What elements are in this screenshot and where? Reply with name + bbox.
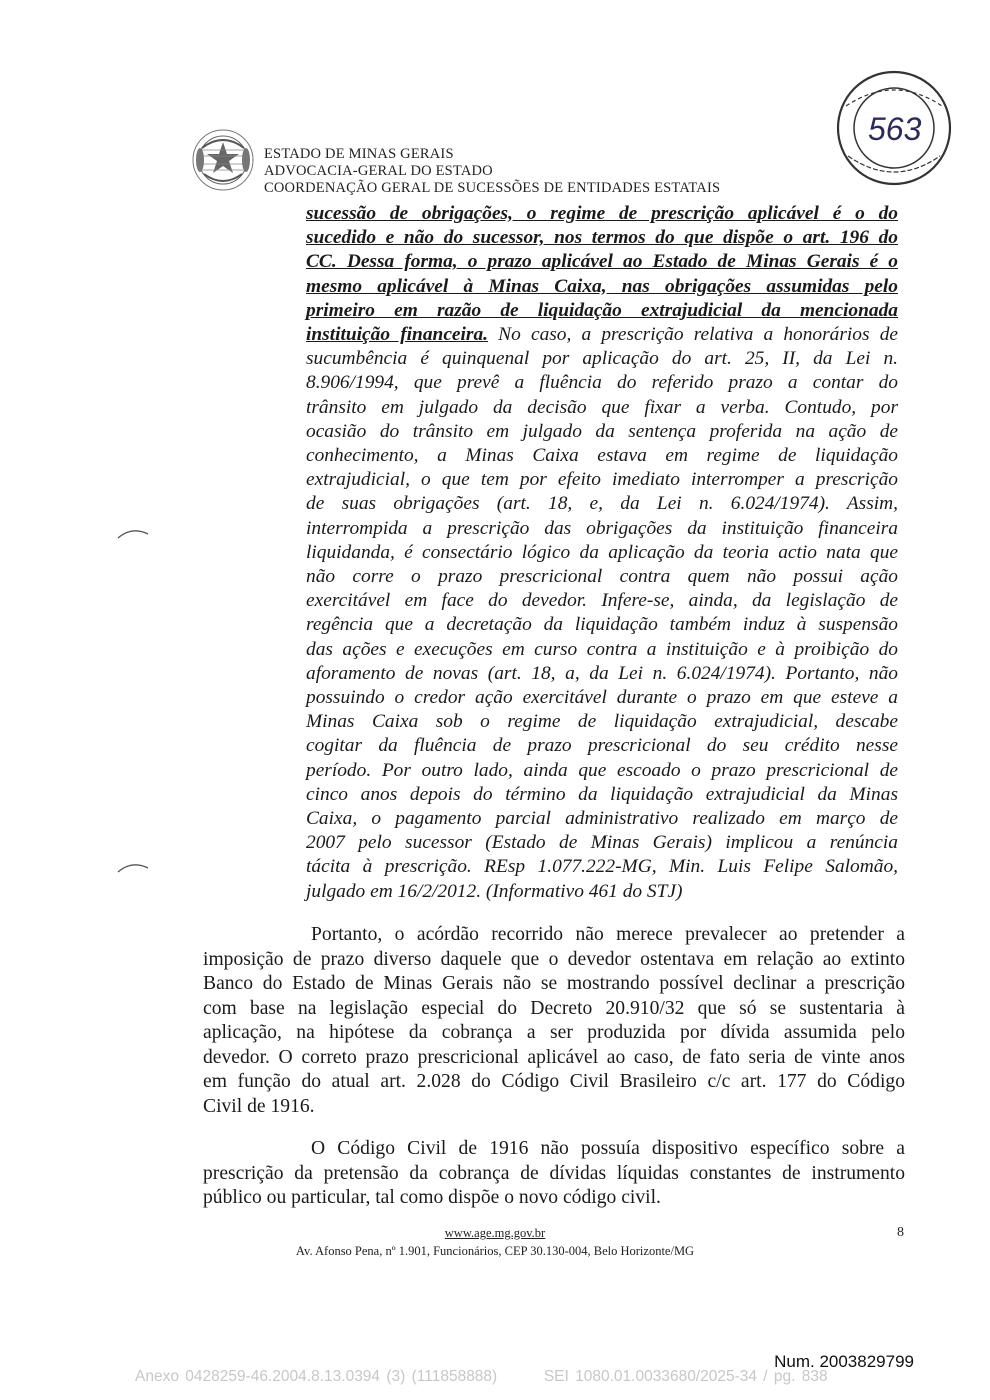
footer-address: Av. Afonso Pena, nº 1.901, Funcionários, CEP 30.130-004, Belo Horizonte/MG [295, 1244, 695, 1258]
quote-line: possuindo o credor ação exercitável durante o prazo em que esteve a [306, 687, 898, 709]
margin-mark-icon [116, 860, 152, 876]
quote-line: Minas Caixa sob o regime de liquidação extrajudicial, descabe [306, 711, 898, 733]
quote-line: cogitar da fluência de prazo prescricional do seu crédito nesse [306, 735, 898, 757]
sei-reference: SEI 1080.01.0033680/2025-34 / pg. 838 [543, 1368, 828, 1385]
paragraph-line: aplicação, na hipótese da cobrança a ser produzida por dívida assumida pelo [203, 1022, 905, 1043]
quote-line: extrajudicial, o que tem por efeito imediato interromper a prescrição [306, 469, 898, 491]
quoted-jurisprudence [306, 202, 898, 904]
quote-line: tácita à prescrição. REsp 1.077.222-MG, Min. Luis Felipe Salomão, [306, 856, 898, 878]
quote-line: 2007 pelo sucessor (Estado de Minas Gerais) implicou a renúncia [306, 832, 898, 854]
quote-highlight: instituição financeira. [306, 324, 489, 346]
court-stamp-icon [830, 66, 958, 194]
coat-of-arms-icon [190, 126, 256, 194]
document-number: Num. 2003829799 [774, 1352, 914, 1371]
header-state-name: ESTADO DE MINAS GERAIS [264, 146, 454, 162]
quote-line: cinco anos depois do término da liquidação extrajudicial da Minas [306, 783, 898, 805]
paragraph-line: Banco do Estado de Minas Gerais não se mostrando possível declinar a prescrição [203, 973, 905, 994]
quote-line: mesmo aplicável à Minas Caixa, nas obrigações assumidas pelo [306, 275, 898, 297]
annex-watermark-footer [135, 1368, 828, 1386]
quote-line: julgado em 16/2/2012. (Informativo 461 do STJ) [306, 880, 683, 902]
header-agency-name: ADVOCACIA-GERAL DO ESTADO [264, 163, 493, 179]
quote-line: conhecimento, a Minas Caixa estava em regime de liquidação [306, 445, 898, 467]
quote-line: exercitável em face do devedor. Infere-se, ainda, da legislação de [306, 590, 898, 612]
paragraph-line: em função do atual art. 2.028 do Código Civil Brasileiro c/c art. 177 do Código [203, 1071, 905, 1092]
body-paragraph-2 [203, 1137, 905, 1211]
quote-line: não corre o prazo prescricional contra quem não possui ação [306, 566, 898, 588]
stamp-page-number: 563 [868, 111, 922, 147]
quote-line: regência que a decretação da liquidação também induz à suspensão [306, 614, 898, 636]
annex-reference: Anexo 0428259-46.2004.8.13.0394 (3) (111858888) [135, 1368, 498, 1385]
quote-line: de suas obrigações (art. 18, e, da Lei n. 6.024/1974). Assim, [306, 493, 898, 515]
page-number: 8 [897, 1225, 904, 1240]
quote-line: sucessão de obrigações, o regime de prescrição aplicável é o do [306, 203, 898, 224]
paragraph-line: público ou particular, tal como dispõe o novo código civil. [203, 1187, 661, 1208]
quote-line: período. Por outro lado, ainda que escoado o prazo prescricional de [306, 759, 898, 781]
quote-line: ocasião do trânsito em julgado da sentença proferida na ação de [306, 420, 898, 442]
paragraph-line: prescrição da pretensão da cobrança de dívidas líquidas constantes de instrumento [203, 1162, 905, 1184]
header-department-name: COORDENAÇÃO GERAL DE SUCESSÕES DE ENTIDADES ESTATAIS [264, 180, 721, 196]
quote-line: trânsito em julgado da decisão que fixar a verba. Contudo, por [306, 396, 898, 418]
paragraph-line: Civil de 1916. [203, 1095, 315, 1117]
paragraph-line: O Código Civil de 1916 não possuía dispositivo específico sobre a [311, 1138, 905, 1159]
paragraph-line: com base na legislação especial do Decreto 20.910/32 que só se sustentaria à [203, 997, 905, 1019]
paragraph-line: devedor. O correto prazo prescricional aplicável ao caso, de fato seria de vinte anos [203, 1046, 905, 1068]
margin-mark-icon [116, 526, 152, 542]
paragraph-line: imposição de prazo diverso daquele que o devedor ostentava em relação ao extinto [203, 948, 905, 970]
quote-line: 8.906/1994, que prevê a fluência do referido prazo a contar do [306, 372, 898, 394]
quote-line: aforamento de novas (art. 18, a, da Lei n. 6.024/1974). Portanto, não [306, 662, 898, 684]
quote-line: Caixa, o pagamento parcial administrativo realizado em março de [306, 808, 898, 830]
quote-line: sucumbência é quinquenal por aplicação do art. 25, II, da Lei n. [306, 348, 898, 370]
quote-line: primeiro em razão de liquidação extrajudicial da mencionada [306, 299, 898, 321]
footer-website-link[interactable]: www.age.mg.gov.br [444, 1226, 546, 1240]
quote-line-mixed [306, 323, 898, 347]
quote-line: CC. Dessa forma, o prazo aplicável ao Estado de Minas Gerais é o [306, 251, 898, 273]
quote-line: liquidanda, é consectário lógico da aplicação da teoria actio nata que [306, 541, 898, 563]
body-paragraph-1 [203, 923, 905, 1119]
paragraph-line: Portanto, o acórdão recorrido não merece prevalecer ao pretender a [311, 924, 905, 945]
quote-line: sucedido e não do sucessor, nos termos do que dispõe o art. 196 do [306, 227, 898, 249]
quote-tail: No caso, a prescrição relativa a honorários de [488, 324, 898, 346]
quote-line: das ações e execuções em curso contra a instituição e à proibição do [306, 638, 898, 660]
quote-line: interrompida a prescrição das obrigações da instituição financeira [306, 517, 898, 539]
